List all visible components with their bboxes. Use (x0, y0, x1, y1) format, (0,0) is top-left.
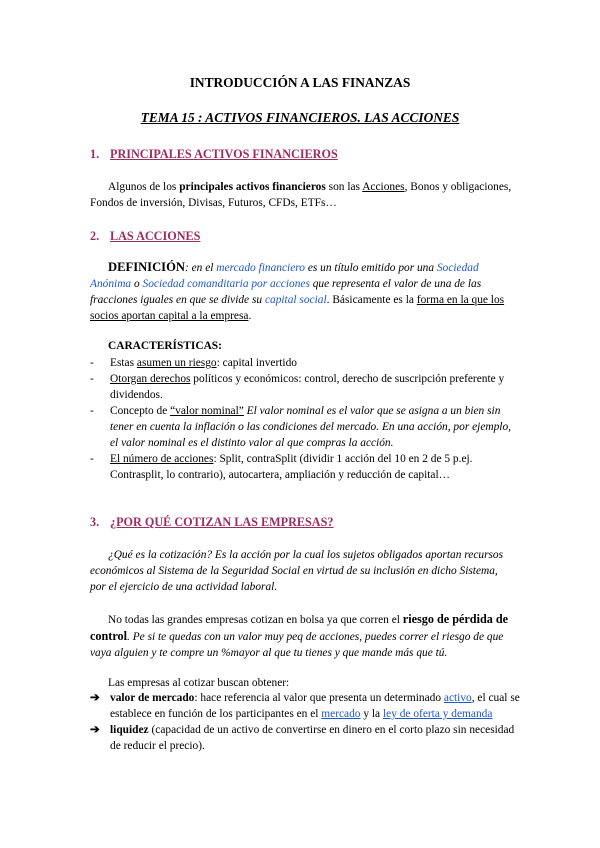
goals-list (90, 690, 520, 754)
text: políticos y económicos: control, derecho de suscripción preferente y dividendos. (110, 373, 505, 401)
definition-label: DEFINICIÓN (108, 260, 185, 274)
section-3-heading (90, 514, 333, 530)
text: : capital invertido (216, 357, 297, 369)
section-number: 1. (90, 147, 100, 161)
underlined-text: El número de acciones (110, 453, 214, 465)
cotizacion-question: ¿Qué es la cotización? Es la acción por la cual los sujetos obligados aportan recursos económicos al Sistema de la Seguridad Social en virtud de su inclusión en dicho Sistema, por el ejercicio de una actividad laboral. (90, 549, 504, 593)
text: es un título emitido por una (304, 262, 437, 274)
bold-text: riesgo de pérdida de control (90, 612, 509, 643)
arrow-icon: ➔ (90, 692, 100, 704)
bold-text: valor de mercado (110, 692, 195, 704)
bold-text: liquidez (110, 724, 149, 736)
list-item (90, 403, 520, 451)
definition-paragraph (90, 259, 516, 324)
link-capital-social[interactable]: capital social (264, 294, 327, 306)
link-ley-oferta-demanda[interactable]: ley de oferta y demanda (382, 708, 493, 720)
section-title: PRINCIPALES ACTIVOS FINANCIEROS (110, 147, 338, 161)
section-title: ¿POR QUÉ COTIZAN LAS EMPRESAS? (110, 515, 334, 529)
italic-text: . Pe si te quedas con un valor muy peq de acciones, puedes correr el riesgo de que vaya alguien y te compre un %mayor al que tu tienes y que mande más que tú. (90, 631, 504, 659)
characteristics-heading: CARACTERÍSTICAS: (108, 340, 222, 352)
risk-paragraph (90, 611, 516, 661)
section-number: 2. (90, 229, 100, 243)
arrow-icon: ➔ (90, 724, 100, 736)
list-item (90, 722, 520, 754)
text: Concepto de (110, 405, 171, 417)
link-mercado[interactable]: mercado (321, 708, 361, 720)
text: que representa el valor de una de las fracciones iguales en que se divide su (90, 278, 482, 306)
text: . Básicamente es la (326, 294, 417, 306)
underlined-text: “valor nominal” (170, 405, 244, 417)
bullet-dash: - (90, 405, 94, 417)
section-number: 3. (90, 515, 100, 529)
text: : hace referencia al valor que presenta un determinado (194, 692, 444, 704)
section-2-heading (90, 228, 200, 244)
goals-intro: Las empresas al cotizar buscan obtener: (108, 677, 290, 689)
text: Estas (110, 357, 137, 369)
italic-text: El valor nominal es el valor que se asigna a un bien sin tener en cuenta la inflación o las condiciones del mercado. En una acción, por ejemplo, el valor nominal es el distinto valor al que compras la acción. (110, 405, 512, 449)
link-sociedad-comanditaria[interactable]: Sociedad comanditaria por acciones (142, 278, 310, 290)
bullet-dash: - (90, 357, 94, 369)
text: : Split, contraSplit (dividir 1 acción del 10 en 2 de 5 p.ej. Contrasplit, lo contrario), autocartera, ampliación y reducción de capital… (110, 453, 473, 481)
text: . (248, 310, 252, 322)
text: o (131, 278, 143, 290)
text: son las (325, 181, 363, 193)
characteristics-list (90, 355, 520, 483)
link-mercado-financiero[interactable]: mercado financiero (216, 262, 305, 274)
text: Algunos de los (108, 181, 180, 193)
section-title: LAS ACCIONES (110, 229, 201, 243)
document-title: INTRODUCCIÓN A LAS FINANZAS (189, 75, 411, 90)
text: : en el (184, 262, 217, 274)
bullet-dash: - (90, 453, 94, 465)
section-1-heading (90, 146, 338, 162)
list-item (90, 355, 520, 371)
text: , Bonos y obligaciones, Fondos de inversión, Divisas, Futuros, CFDs, ETFs… (90, 181, 512, 209)
text: No todas las grandes empresas cotizan en bolsa ya que corren el (108, 614, 403, 626)
text: , el cual se establece en función de los participantes en el (110, 692, 520, 720)
underlined-text: forma en la que los socios aportan capital a la empresa (90, 294, 505, 322)
list-item (90, 690, 520, 722)
list-item (90, 451, 520, 483)
bullet-dash: - (90, 373, 94, 385)
underlined-text: asumen un riesgo (136, 357, 217, 369)
link-activo[interactable]: activo (443, 692, 472, 704)
text: (capacidad de un activo de convertirse en dinero en el corto plazo sin necesidad de reducir el precio). (110, 724, 515, 752)
link-sociedad-anonima[interactable]: Sociedad Anónima (90, 262, 479, 290)
topic-title: TEMA 15 : ACTIVOS FINANCIEROS. LAS ACCIONES (140, 110, 460, 125)
bold-text: principales activos financieros (179, 181, 326, 193)
underlined-text: Otorgan derechos (110, 373, 191, 385)
section-1-paragraph (90, 179, 516, 211)
underlined-text: Acciones (362, 181, 405, 193)
text: y la (360, 708, 383, 720)
list-item (90, 371, 520, 403)
